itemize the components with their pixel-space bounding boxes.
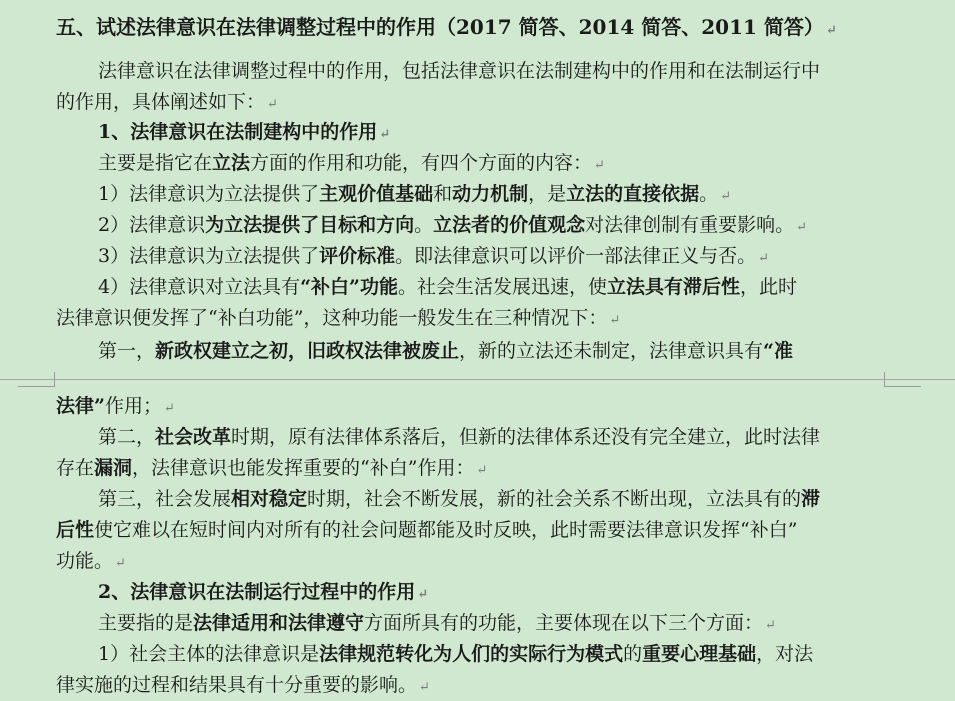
case-third-cont: 后性使它难以在短时间内对所有的社会问题都能及时反映，此时需要法律意识发挥“补白” bbox=[56, 519, 798, 541]
paragraph-mark-icon: ↵ bbox=[825, 23, 837, 38]
case-first-cont: 法律”作用； ↵ bbox=[56, 395, 175, 417]
case-third: 第三，社会发展相对稳定时期，社会不断发展，新的社会关系不断出现，立法具有的滞 bbox=[98, 488, 821, 510]
list-item-4-cont: 法律意识便发挥了“补白功能”，这种功能一般发生在三种情况下： ↵ bbox=[56, 307, 621, 329]
case-second: 第二，社会改革时期，原有法律体系落后，但新的法律体系还没有完全建立，此时法律 bbox=[98, 426, 821, 448]
case-second-cont: 存在漏洞，法律意识也能发挥重要的“补白”作用： ↵ bbox=[56, 457, 488, 479]
list-item-3: 3）法律意识为立法提供了评价标准。即法律意识可以评价一部法律正义与否。 ↵ bbox=[98, 245, 770, 267]
paragraph-operation-intro: 主要指的是法律适用和法律遵守方面所具有的功能，主要体现在以下三个方面： ↵ bbox=[98, 612, 776, 634]
page-corner-right bbox=[884, 372, 921, 387]
paragraph-legislation-intro: 主要是指它在立法方面的作用和功能，有四个方面的内容： ↵ bbox=[98, 152, 605, 174]
page-corner-left bbox=[18, 372, 55, 387]
list-item-4: 4）法律意识对立法具有“补白”功能。社会生活发展迅速，使立法具有滞后性，此时 bbox=[98, 276, 797, 298]
section-title: 五、试述法律意识在法律调整过程中的作用（2017 简答、2014 简答、2011 简答） ↵ bbox=[56, 15, 837, 39]
page-break bbox=[0, 368, 955, 392]
heading-operation: 2、法律意识在法制运行过程中的作用 ↵ bbox=[98, 581, 429, 603]
case-first: 第一，新政权建立之初，旧政权法律被废止，新的立法还未制定，法律意识具有“准 bbox=[98, 340, 793, 362]
intro-line-1: 法律意识在法律调整过程中的作用，包括法律意识在法制建构中的作用和在法制运行中 bbox=[98, 60, 821, 82]
page-break-line bbox=[0, 379, 955, 380]
list-item-2: 2）法律意识为立法提供了目标和方向。立法者的价值观念对法律创制有重要影响。 ↵ bbox=[98, 214, 808, 236]
operation-item-1: 1）社会主体的法律意识是法律规范转化为人们的实际行为模式的重要心理基础，对法 bbox=[98, 643, 814, 665]
operation-item-1-cont: 律实施的过程和结果具有十分重要的影响。 ↵ bbox=[56, 674, 430, 696]
list-item-1: 1）法律意识为立法提供了主观价值基础和动力机制，是立法的直接依据。 ↵ bbox=[98, 183, 732, 205]
intro-line-2: 的作用，具体阐述如下： ↵ bbox=[56, 91, 278, 113]
case-third-end: 功能。 ↵ bbox=[56, 550, 126, 572]
heading-legislation: 1、法律意识在法制建构中的作用 ↵ bbox=[98, 121, 391, 143]
